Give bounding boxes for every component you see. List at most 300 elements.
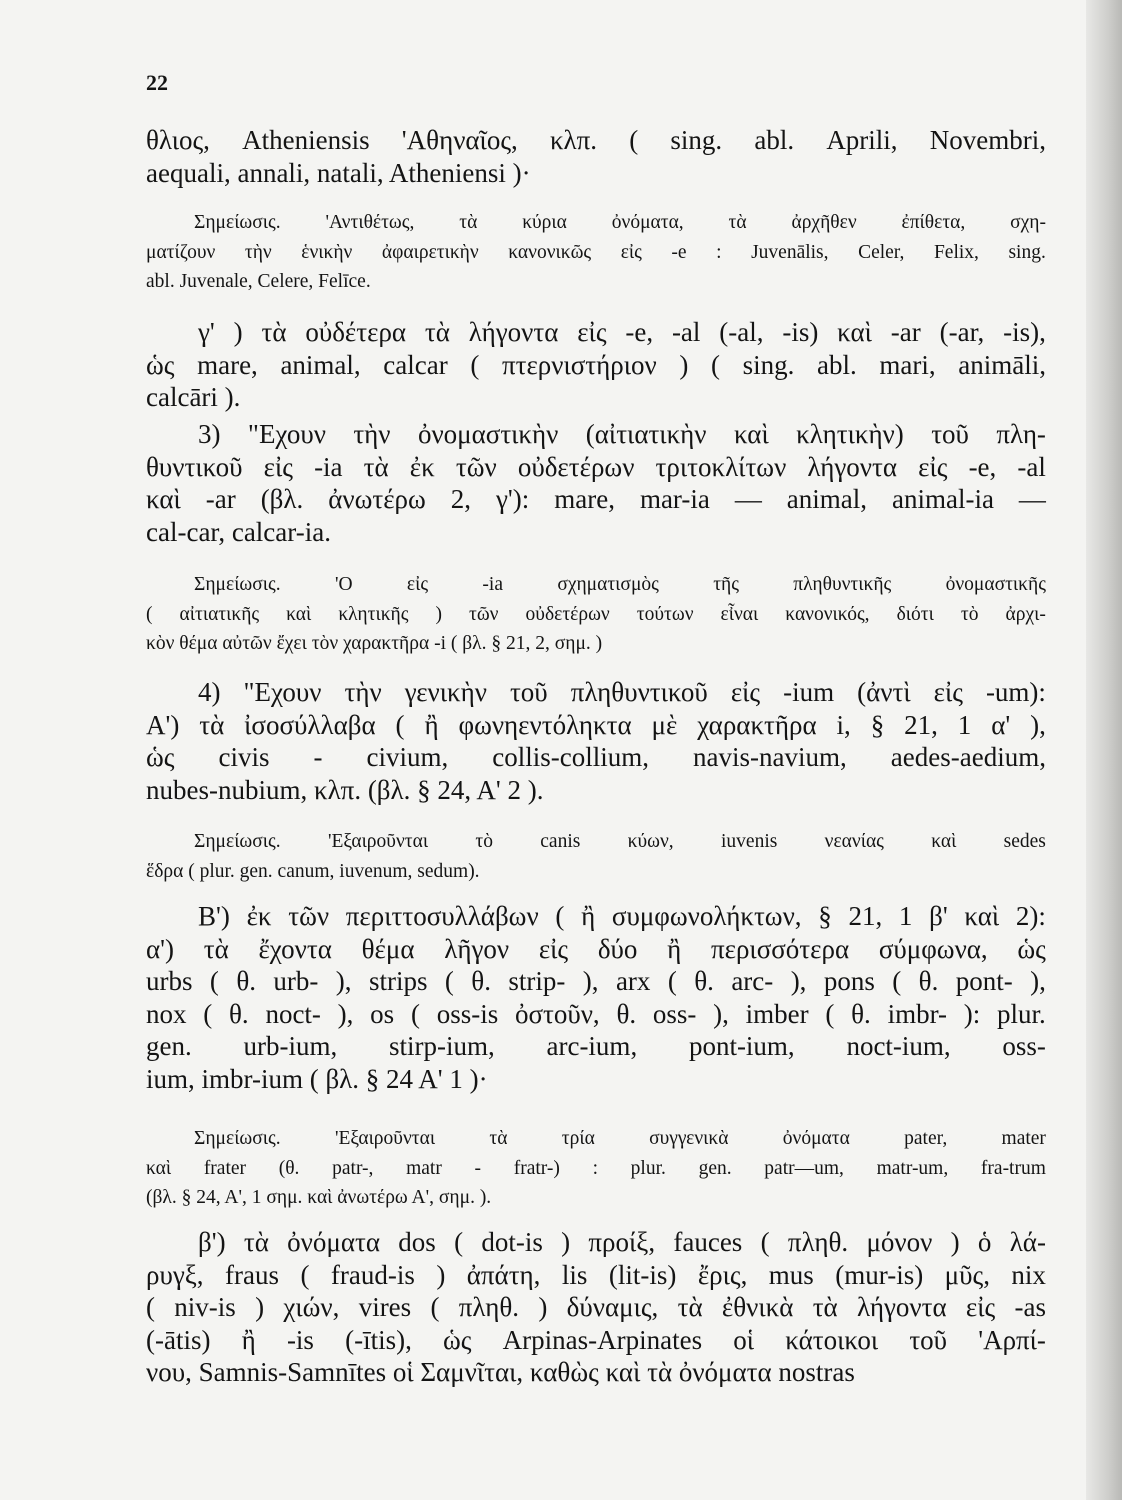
word: ) <box>561 1227 571 1257</box>
word: κλητικὴν) <box>796 419 904 449</box>
word: ἰσοσύλλαβα <box>244 709 376 740</box>
text-line: κὸν θέμα αὐτῶν ἔχει τὸν χαρακτῆρα -i ( βλ. § 21, 2, σημ. ) <box>146 633 603 654</box>
text-line: (βλ. § 24, Α', 1 σημ. καὶ ἀνωτέρω Α', σημ. ). <box>146 1187 492 1208</box>
word: -ar <box>205 484 236 515</box>
word: εἰς <box>730 677 761 707</box>
word: καὶ <box>286 603 312 625</box>
word: καὶ <box>146 1157 172 1179</box>
word: ὀνόματα <box>782 1128 850 1149</box>
word: animal, <box>280 349 361 380</box>
word: συμφωνολήκτων, <box>611 901 802 931</box>
word: vires <box>358 1292 412 1323</box>
word: mater <box>1001 1128 1046 1149</box>
word: ὡς <box>1017 933 1046 964</box>
word: gen. <box>698 1157 732 1179</box>
word: Novembri, <box>929 125 1046 155</box>
text-line: aequali, annali, natali, Atheniensi )· <box>146 157 531 188</box>
word: συγγενικὰ <box>649 1128 729 1149</box>
word: Α') <box>146 709 180 740</box>
word: τὰ <box>199 709 225 740</box>
word: θ. <box>471 966 491 997</box>
word: ἢ <box>667 933 682 964</box>
word: (βλ. <box>260 484 304 515</box>
word: θέμα <box>361 933 415 964</box>
word: ἀπάτη, <box>466 1259 541 1290</box>
word: fratr-) <box>513 1157 560 1179</box>
word: — <box>1018 484 1046 515</box>
word: τὰ <box>459 212 478 233</box>
word: θ. <box>851 998 871 1029</box>
word: 21, <box>848 901 883 931</box>
word: ( <box>444 966 454 997</box>
word: 'Ο <box>334 574 353 595</box>
word: (lit-is) <box>608 1259 677 1290</box>
text-line <box>146 1259 1046 1292</box>
word: ἢ <box>581 901 596 931</box>
word: ὀνόματα, <box>611 212 684 233</box>
word: ) <box>950 1227 960 1257</box>
word: ἔχοντα <box>258 933 332 964</box>
word: strips <box>368 966 428 997</box>
text-line <box>146 1324 1046 1357</box>
word: Σημείωσις. <box>194 1128 281 1149</box>
word: τούτων <box>636 603 694 625</box>
word: τὴν <box>344 677 382 707</box>
text-line <box>146 1226 1046 1259</box>
text-line <box>146 709 1046 742</box>
word: nox <box>146 998 187 1029</box>
word: -e, <box>625 317 654 347</box>
word: μόνον <box>866 1227 933 1257</box>
word: λήγοντα <box>807 451 898 482</box>
word: δύναμις, <box>566 1292 659 1323</box>
word: μῦς, <box>944 1259 990 1290</box>
word: κλπ. <box>549 125 598 155</box>
word: ( <box>892 966 902 997</box>
word: mare, <box>197 349 258 380</box>
word: ), <box>337 998 354 1029</box>
word: ) <box>436 1259 446 1290</box>
word: matr-um, <box>876 1157 949 1179</box>
word: ρυγξ, <box>146 1259 204 1290</box>
word: τοῦ <box>909 1324 948 1355</box>
word: τῶν <box>288 901 330 931</box>
word: Arpinas-Arpinates <box>502 1324 703 1355</box>
word: Celer, <box>858 241 905 263</box>
word: -e <box>671 241 687 263</box>
word: imber <box>745 998 809 1029</box>
word: ( <box>760 1227 770 1257</box>
word: θ. <box>616 998 637 1029</box>
word: (-ātis) <box>146 1324 211 1355</box>
word: plur. <box>630 1157 666 1179</box>
text-line <box>146 483 1046 516</box>
word: αἰτιατικῆς <box>179 603 260 625</box>
text-line: cal-car, calcar-ia. <box>146 516 331 547</box>
word: ) <box>255 1292 265 1323</box>
text-line <box>146 349 1046 382</box>
word: ἐκ <box>409 451 435 482</box>
word: 21, <box>904 709 938 740</box>
word: animāli, <box>958 349 1046 380</box>
word: Felix, <box>933 241 979 263</box>
text-line <box>146 451 1046 484</box>
word: ὡς <box>443 1324 472 1355</box>
word: οἱ <box>733 1324 755 1355</box>
word: χιών, <box>283 1292 340 1323</box>
word: iuvenis <box>721 831 778 852</box>
word: ματίζουν <box>146 241 216 263</box>
word: arc-ium, <box>546 1031 638 1062</box>
word: oss- <box>652 998 697 1029</box>
word: λήγοντα <box>468 317 559 347</box>
word: ) <box>538 1292 548 1323</box>
word: γ'): <box>495 484 530 515</box>
word: ( <box>667 966 677 997</box>
word: collis-collium, <box>492 742 650 773</box>
word: τὰ <box>261 317 287 347</box>
word: noct- <box>265 998 321 1029</box>
word: γενικὴν <box>404 677 487 707</box>
text-line <box>146 933 1046 966</box>
word: (αἰτιατικὴν <box>585 419 707 449</box>
word: (-al, <box>719 317 764 347</box>
word: fraud-is <box>330 1259 415 1290</box>
word: 2, <box>450 484 472 515</box>
word: ( <box>430 1292 440 1323</box>
word: ), <box>713 998 729 1029</box>
word: νεανίας <box>824 831 884 852</box>
word: navis-navium, <box>693 742 847 773</box>
word: σύμφωνα, <box>878 933 988 964</box>
word: τοῦ <box>931 419 969 449</box>
word: mare, <box>554 484 615 515</box>
word: fauces <box>673 1227 743 1257</box>
text-line <box>146 900 1046 933</box>
word: πληθ. <box>458 1292 520 1323</box>
word: ( <box>454 1227 464 1257</box>
word: -al <box>671 317 701 347</box>
word: β') <box>198 1227 226 1257</box>
word: Atheniensis <box>242 125 370 155</box>
word: καὶ <box>931 831 957 852</box>
word: patr—um, <box>764 1157 844 1179</box>
note-paragraph <box>146 570 1046 659</box>
word: ἀρχι- <box>1005 603 1046 625</box>
note-paragraph <box>146 1124 1046 1213</box>
word: Σημείωσις. <box>194 212 281 233</box>
word: ( <box>395 709 405 740</box>
text-line <box>146 316 1046 349</box>
text-paragraph <box>146 676 1046 806</box>
word: περισσότερα <box>710 933 850 964</box>
word: θ. <box>918 966 939 997</box>
word: arc- <box>731 966 774 997</box>
word: ( <box>146 1292 155 1323</box>
text-line: ἕδρα ( plur. gen. canum, iuvenum, sedum). <box>146 860 480 882</box>
word: πληθυντικῆς <box>793 574 892 595</box>
word: -ia <box>482 574 503 595</box>
word: (θ. <box>278 1157 300 1179</box>
text-line <box>146 1030 1046 1063</box>
word: (ἀντὶ <box>857 677 911 707</box>
text-line <box>146 418 1046 451</box>
word: ( <box>629 125 639 155</box>
word: -ar <box>890 317 921 347</box>
page-number: 22 <box>146 70 168 95</box>
word: urbs <box>146 966 193 997</box>
word: θ. <box>694 966 714 997</box>
note-paragraph <box>146 208 1046 297</box>
word: mus <box>768 1259 814 1290</box>
word: 'Εξαιροῦνται <box>334 1128 436 1149</box>
word: os <box>370 998 395 1029</box>
text-line <box>146 124 1046 157</box>
word: ὀνομαστικὴν <box>417 419 559 449</box>
word: ( <box>825 998 835 1029</box>
text-line <box>146 570 1046 600</box>
word: "Εχουν <box>247 419 326 449</box>
text-paragraph <box>146 900 1046 1096</box>
text-line <box>146 1124 1046 1154</box>
word: τῆς <box>713 574 739 595</box>
word: πτερνιστήριον <box>501 349 657 380</box>
word: δύο <box>597 933 638 964</box>
word: ὡς <box>146 742 175 773</box>
word: θ. <box>229 998 249 1029</box>
word: ὀστοῦν, <box>514 998 600 1029</box>
word: ( <box>209 966 219 997</box>
text-line: nubes-nubium, κλπ. (βλ. § 24, Α' 2 ). <box>146 774 544 805</box>
word: τὸ <box>960 603 979 625</box>
word: frater <box>203 1157 247 1179</box>
word: καὶ <box>146 484 181 515</box>
word: sing. <box>670 125 723 155</box>
word: aedes-aedium, <box>890 742 1046 773</box>
word: abl. <box>754 125 795 155</box>
word: θ. <box>236 966 256 997</box>
word: εἶναι <box>720 603 759 625</box>
word: noct-ium, <box>846 1031 951 1062</box>
text-line <box>146 1154 1046 1184</box>
word: : <box>716 241 722 263</box>
word: - <box>313 742 323 773</box>
word: τῶν <box>455 451 497 482</box>
word: ἢ <box>241 1324 256 1355</box>
word: β' <box>929 901 948 931</box>
word: τῶν <box>469 603 499 625</box>
word: ( <box>146 603 153 625</box>
word: dot-is <box>481 1227 543 1257</box>
text-line: νου, Samnis-Samnītes οἱ Σαμνῖται, καθὼς καὶ τὰ ὀνόματα nostras <box>146 1357 855 1388</box>
word: sing. <box>1008 241 1046 263</box>
word: sing. <box>742 349 795 380</box>
text-line: calcāri ). <box>146 382 241 413</box>
text-line <box>146 238 1046 268</box>
word: ἐθνικὰ <box>721 1292 794 1323</box>
word: ( <box>555 901 565 931</box>
word: ἑνικὴν <box>301 241 353 263</box>
word: - <box>474 1157 482 1179</box>
text-paragraph <box>146 316 1046 414</box>
word: ( <box>203 998 213 1029</box>
word: τὸ <box>475 831 493 852</box>
word: ἔρις, <box>697 1259 748 1290</box>
text-line <box>146 600 1046 630</box>
word: fra-trum <box>980 1157 1046 1179</box>
word: γ' <box>198 317 215 347</box>
word: 'Αντιθέτως, <box>325 212 415 233</box>
word: Β') <box>198 901 230 931</box>
word: Σημείωσις. <box>194 831 281 852</box>
word: ἐπίθετα, <box>901 212 966 233</box>
word: προίξ, <box>588 1227 656 1257</box>
word: ): <box>963 998 981 1029</box>
word: nix <box>1011 1259 1046 1290</box>
word: 1 <box>898 901 913 931</box>
word: εἰς <box>965 1292 996 1323</box>
word: τὰ <box>812 1292 838 1323</box>
word: τριτοκλίτων <box>655 451 787 482</box>
word: ), <box>335 966 352 997</box>
word: urb-ium, <box>243 1031 338 1062</box>
word: strip- <box>508 966 566 997</box>
word: πληθυντικοῦ <box>570 677 708 707</box>
word: λήγοντα <box>856 1292 947 1323</box>
word: κανονικῶς <box>508 241 592 263</box>
text-paragraph <box>146 418 1046 548</box>
word: πληθ. <box>787 1227 849 1257</box>
word: εἰς <box>577 317 607 347</box>
word: animal, <box>786 484 868 515</box>
word: τὰ <box>489 1128 508 1149</box>
word: (-ar, <box>939 317 985 347</box>
word: εἰς <box>406 574 429 595</box>
word: χαρακτῆρα <box>697 709 817 740</box>
word: -um): <box>985 677 1046 707</box>
word: α' <box>991 709 1011 740</box>
text-line <box>146 965 1046 998</box>
word: pons <box>823 966 875 997</box>
word: canis <box>540 831 581 852</box>
word: 2): <box>1015 901 1046 931</box>
word: εἰς <box>620 241 642 263</box>
word: i, <box>836 709 851 740</box>
word: λῆγον <box>444 933 510 964</box>
word: κλητικῆς <box>338 603 409 625</box>
word: fraus <box>225 1259 279 1290</box>
word: -e, <box>968 451 997 482</box>
text-line: abl. Juvenale, Celere, Felīce. <box>146 271 371 292</box>
word: τὴν <box>244 241 272 263</box>
word: abl. <box>817 349 857 380</box>
word: oss- <box>1002 1031 1046 1062</box>
word: σχηματισμὸς <box>557 574 659 595</box>
word: ) <box>679 349 689 380</box>
page-edge-shadow <box>1086 0 1122 1500</box>
text-paragraph <box>146 124 1046 189</box>
word: -is), <box>1003 317 1046 347</box>
word: pater, <box>904 1128 948 1149</box>
word: α') <box>146 933 175 964</box>
word: lis <box>561 1259 588 1290</box>
word: Aprili, <box>826 125 898 155</box>
word: Juvenālis, <box>751 241 829 263</box>
word: θλιος, <box>146 125 210 155</box>
word: ), <box>1030 966 1046 997</box>
word: -ium <box>783 677 835 707</box>
text-line <box>146 827 1046 857</box>
word: oss-is <box>436 998 499 1029</box>
word: ὀνομαστικῆς <box>945 574 1046 595</box>
word: ) <box>233 317 243 347</box>
word: dos <box>398 1227 436 1257</box>
word: 'Εξαιροῦνται <box>327 831 429 852</box>
word: ἀφαιρετικὴν <box>381 241 479 263</box>
word: mari, <box>879 349 936 380</box>
word: ὀνόματα <box>287 1227 380 1257</box>
word: θυντικοῦ <box>146 451 243 482</box>
word: ὡς <box>146 349 175 380</box>
word: κύων, <box>627 831 674 852</box>
word: 'Αρπί- <box>978 1324 1046 1355</box>
word: ( <box>470 349 480 380</box>
word: ( <box>710 349 720 380</box>
word: patr-, <box>332 1157 374 1179</box>
word: imbr- <box>887 998 948 1029</box>
word: διότι <box>896 603 934 625</box>
word: "Εχουν <box>243 677 322 707</box>
word: τὰ <box>728 212 747 233</box>
word: 4) <box>198 677 221 707</box>
text-line <box>146 998 1046 1031</box>
word: κύρια <box>522 212 567 233</box>
word: animal-ia <box>892 484 994 515</box>
word: (mur-is) <box>835 1259 924 1290</box>
text-line: ium, imbr-ium ( βλ. § 24 Α' 1 )· <box>146 1063 488 1094</box>
word: κανονικός, <box>785 603 870 625</box>
word: ), <box>790 966 807 997</box>
word: niv-is <box>174 1292 236 1323</box>
text-line <box>146 676 1046 709</box>
word: λά- <box>1009 1227 1046 1257</box>
note-paragraph <box>146 827 1046 886</box>
word: ἀνωτέρω <box>328 484 426 515</box>
word: : <box>592 1157 598 1179</box>
word: -al <box>1017 451 1046 482</box>
word: οὐδέτερα <box>305 317 407 347</box>
word: μὲ <box>651 709 678 740</box>
text-line <box>146 208 1046 238</box>
word: εἰς <box>538 933 569 964</box>
word: ἐκ <box>246 901 272 931</box>
word: τὰ <box>363 451 389 482</box>
word: matr <box>406 1157 442 1179</box>
word: pont- <box>955 966 1013 997</box>
word: πλη- <box>996 419 1046 449</box>
word: καὶ <box>964 901 1000 931</box>
word: Σημείωσις. <box>194 574 281 595</box>
word: καὶ <box>733 419 769 449</box>
word: οὐδετέρων <box>517 451 635 482</box>
word: urb- <box>273 966 319 997</box>
word: 1 <box>957 709 972 740</box>
word: mar-ia <box>639 484 710 515</box>
word: ὁ <box>977 1227 992 1257</box>
word: civium, <box>366 742 449 773</box>
word: civis <box>218 742 270 773</box>
word: sedes <box>1003 831 1046 852</box>
